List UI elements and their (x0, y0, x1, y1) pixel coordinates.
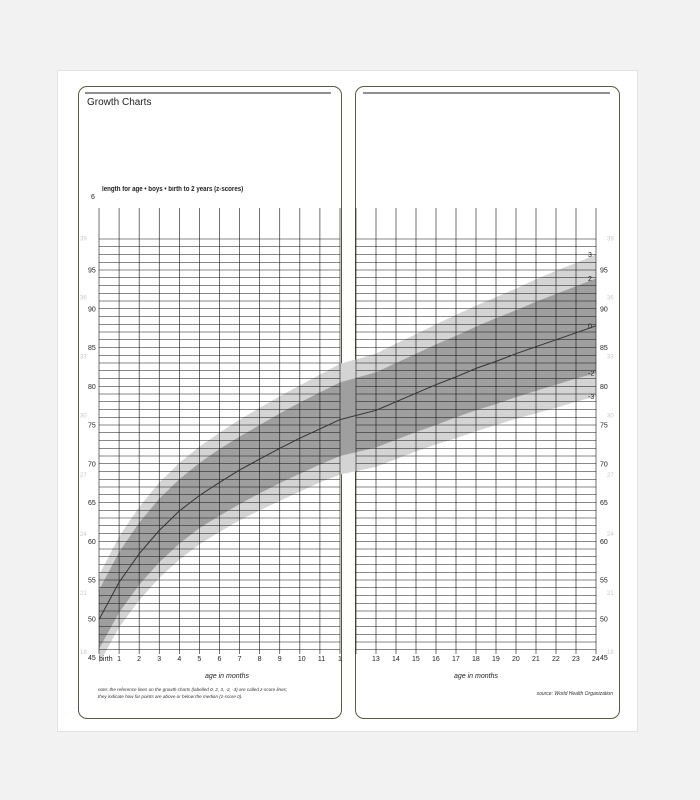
zscore-label: 2 (588, 276, 592, 284)
y-tick-cm-left: 65 (88, 500, 96, 507)
x-tick-right: 17 (452, 656, 460, 663)
y-tick-cm-left: 80 (88, 383, 96, 391)
x-tick-right: 21 (532, 656, 540, 663)
x-tick-right: 18 (472, 656, 480, 663)
y-tick-cm-right: 45 (600, 655, 608, 662)
y-tick-in-right: 36 (607, 295, 614, 302)
x-tick-right: 22 (552, 656, 560, 663)
zscore-label: -3 (588, 393, 595, 401)
y-tick-cm-left: 45 (88, 655, 96, 662)
zscore-label: -2 (588, 370, 595, 378)
y-tick-in-left: 21 (80, 590, 87, 597)
source-credit: source: World Health Organization (536, 691, 613, 697)
x-tick-right: 23 (572, 656, 580, 663)
x-tick-left: 5 (197, 656, 202, 663)
y-tick-in-right: 24 (607, 531, 614, 538)
x-tick-left: 11 (317, 656, 326, 663)
y-tick-in-right: 39 (607, 236, 614, 243)
y-tick-in-left: 33 (80, 354, 87, 361)
x-axis-label-left: age in months (205, 673, 249, 680)
x-tick-left: 2 (137, 656, 142, 663)
x-axis-label-right: age in months (454, 673, 498, 680)
y-tick-cm-left: 75 (88, 422, 96, 430)
x-tick-right: 13 (372, 656, 380, 663)
y-tick-cm-left: 60 (88, 538, 96, 546)
y-tick-in-left: 30 (80, 413, 87, 420)
zscore-bands (99, 255, 596, 664)
y-tick-in-right: 21 (607, 590, 614, 597)
y-tick-in-right: 33 (607, 354, 614, 361)
x-tick-left: 9 (277, 656, 282, 663)
y-tick-in-left: 27 (80, 472, 87, 479)
y-tick-cm-left: 70 (88, 461, 96, 469)
page-title: Growth Charts (87, 97, 152, 108)
unit-label: 6 (91, 194, 95, 201)
x-tick-right: 15 (412, 656, 420, 663)
x-tick-right: 16 (432, 656, 440, 663)
y-tick-cm-right: 55 (600, 577, 608, 585)
zscore-note: note: the reference lines on the growth charts (labelled 0, 2, 3, -2, -3) are called z-score lines; they indicate how far points are above or below the median (z-score 0). (98, 687, 288, 699)
x-tick-right: 20 (512, 656, 520, 663)
x-tick-left: 1 (117, 656, 121, 663)
y-tick-cm-right: 85 (600, 345, 608, 352)
y-tick-cm-left: 90 (88, 306, 96, 314)
x-tick-left: 4 (177, 656, 182, 663)
y-tick-cm-right: 60 (600, 538, 608, 546)
y-tick-in-right: 18 (607, 649, 614, 656)
y-tick-cm-right: 50 (600, 616, 608, 624)
x-tick-left: birth (99, 656, 113, 663)
y-tick-cm-left: 55 (88, 577, 96, 585)
y-tick-in-right: 27 (607, 472, 614, 479)
chart-subtitle: length for age • boys • birth to 2 years (z-scores) (102, 186, 244, 193)
y-tick-cm-right: 90 (600, 306, 608, 314)
x-tick-right: 24 (592, 656, 600, 663)
y-tick-in-left: 39 (80, 236, 87, 243)
x-tick-left: 7 (237, 656, 242, 663)
x-tick-left: 1 (338, 656, 342, 663)
x-tick-left: 8 (257, 656, 262, 663)
x-tick-left: 3 (157, 656, 162, 663)
y-tick-in-right: 30 (607, 413, 614, 420)
y-tick-cm-left: 85 (88, 345, 96, 352)
y-tick-in-left: 24 (80, 531, 87, 538)
y-tick-cm-right: 65 (600, 500, 608, 507)
y-tick-cm-left: 50 (88, 616, 96, 624)
x-tick-left: 10 (297, 656, 306, 663)
y-tick-in-left: 36 (80, 295, 87, 302)
zscore-label: 0 (588, 323, 592, 331)
x-tick-right: 14 (392, 656, 400, 663)
y-tick-cm-right: 80 (600, 383, 608, 391)
y-tick-in-left: 18 (80, 649, 87, 656)
y-tick-cm-right: 95 (600, 267, 608, 275)
x-tick-right: 19 (492, 656, 500, 663)
y-tick-cm-right: 75 (600, 422, 608, 430)
zscore-label: 3 (588, 252, 592, 259)
x-tick-left: 6 (217, 656, 222, 663)
y-tick-cm-left: 95 (88, 267, 96, 275)
y-tick-cm-right: 70 (600, 461, 608, 469)
